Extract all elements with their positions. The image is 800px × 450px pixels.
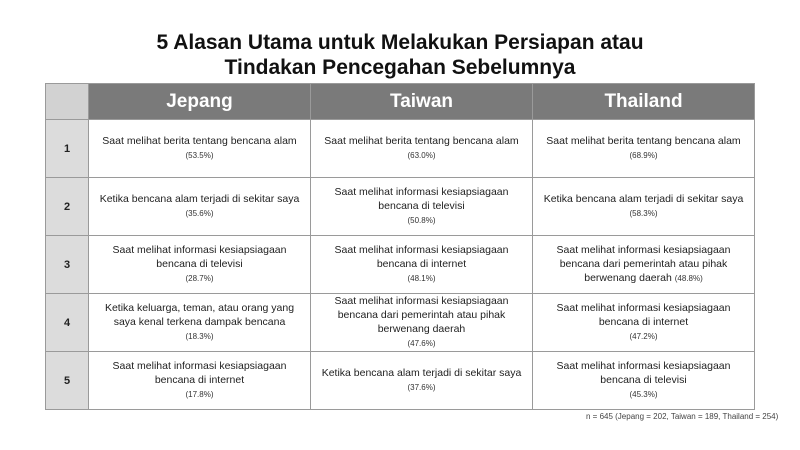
percentage: (63.0%) <box>407 151 436 160</box>
reason-cell <box>533 294 755 352</box>
reason-cell <box>533 352 755 410</box>
reason-text: bencana di televisi <box>600 374 687 386</box>
reason-text: Saat melihat berita tentang bencana alam <box>324 135 519 147</box>
reason-text: bencana dari pemerintah atau pihak <box>559 258 728 270</box>
rank-cell: 1 <box>46 120 89 178</box>
title-line-2: Tindakan Pencegahan Sebelumnya <box>224 56 576 79</box>
table-row <box>46 120 755 178</box>
table-row <box>46 352 755 410</box>
header-thailand: Thailand <box>533 84 755 120</box>
reason-text: Saat melihat informasi kesiapsiagaan <box>556 302 731 314</box>
reason-text: Saat melihat informasi kesiapsiagaan <box>112 244 287 256</box>
reason-cell <box>89 178 311 236</box>
rank-cell: 2 <box>46 178 89 236</box>
sample-size-note: n = 645 (Jepang = 202, Taiwan = 189, Thailand = 254) <box>586 412 779 421</box>
header-taiwan: Taiwan <box>311 84 533 120</box>
percentage: (18.3%) <box>185 332 214 341</box>
reason-cell <box>89 236 311 294</box>
header-corner <box>46 84 89 120</box>
reason-text: Saat melihat informasi kesiapsiagaan <box>334 244 509 256</box>
reason-cell <box>533 120 755 178</box>
reason-cell <box>533 236 755 294</box>
table-row <box>46 294 755 352</box>
percentage: (58.3%) <box>629 209 658 218</box>
percentage: (45.3%) <box>629 390 658 399</box>
reason-text: Saat melihat informasi kesiapsiagaan <box>556 244 731 256</box>
reason-cell <box>533 178 755 236</box>
percentage: (47.6%) <box>407 339 436 348</box>
reason-text: Saat melihat berita tentang bencana alam <box>102 135 297 147</box>
title-line-1: 5 Alasan Utama untuk Melakukan Persiapan atau <box>156 31 644 54</box>
rank-cell: 3 <box>46 236 89 294</box>
reason-text: bencana di televisi <box>156 258 243 270</box>
reason-cell <box>311 178 533 236</box>
table-row <box>46 236 755 294</box>
reason-text: bencana di internet <box>154 374 245 386</box>
reason-text: Saat melihat informasi kesiapsiagaan <box>556 360 731 372</box>
percentage: (47.2%) <box>629 332 658 341</box>
reason-cell <box>311 294 533 352</box>
header-row <box>46 84 755 120</box>
header-jepang: Jepang <box>89 84 311 120</box>
reason-text: Saat melihat berita tentang bencana alam <box>546 135 741 147</box>
reason-text: Saat melihat informasi kesiapsiagaan <box>334 295 509 307</box>
reason-text: bencana dari pemerintah atau pihak <box>337 309 506 321</box>
page-title <box>0 30 800 80</box>
table-body <box>46 120 755 410</box>
percentage: (35.6%) <box>185 209 214 218</box>
reason-cell <box>311 120 533 178</box>
reason-cell <box>311 236 533 294</box>
table-row <box>46 178 755 236</box>
percentage: (48.8%) <box>674 274 703 283</box>
reason-text: bencana di televisi <box>378 200 465 212</box>
reason-text: berwenang daerah <box>377 323 466 335</box>
reason-text: bencana di internet <box>598 316 689 328</box>
rank-cell: 5 <box>46 352 89 410</box>
percentage: (68.9%) <box>629 151 658 160</box>
reason-text: saya kenal terkena dampak bencana <box>113 316 286 328</box>
reason-text: Ketika bencana alam terjadi di sekitar saya <box>321 367 522 379</box>
reasons-table <box>45 83 755 410</box>
reason-cell <box>89 120 311 178</box>
rank-cell: 4 <box>46 294 89 352</box>
reason-cell <box>89 294 311 352</box>
reason-text: berwenang daerah <box>584 272 672 284</box>
reason-text: Ketika bencana alam terjadi di sekitar saya <box>99 193 300 205</box>
percentage: (37.6%) <box>407 383 436 392</box>
percentage: (50.8%) <box>407 216 436 225</box>
percentage: (28.7%) <box>185 274 214 283</box>
reason-text: Saat melihat informasi kesiapsiagaan <box>112 360 287 372</box>
reason-text: Ketika bencana alam terjadi di sekitar saya <box>543 193 744 205</box>
percentage: (53.5%) <box>185 151 214 160</box>
reason-text: Saat melihat informasi kesiapsiagaan <box>334 186 509 198</box>
reason-text: bencana di internet <box>376 258 467 270</box>
reason-cell <box>311 352 533 410</box>
reason-cell <box>89 352 311 410</box>
percentage: (48.1%) <box>407 274 436 283</box>
reason-text: Ketika keluarga, teman, atau orang yang <box>104 302 295 314</box>
percentage: (17.8%) <box>185 390 214 399</box>
